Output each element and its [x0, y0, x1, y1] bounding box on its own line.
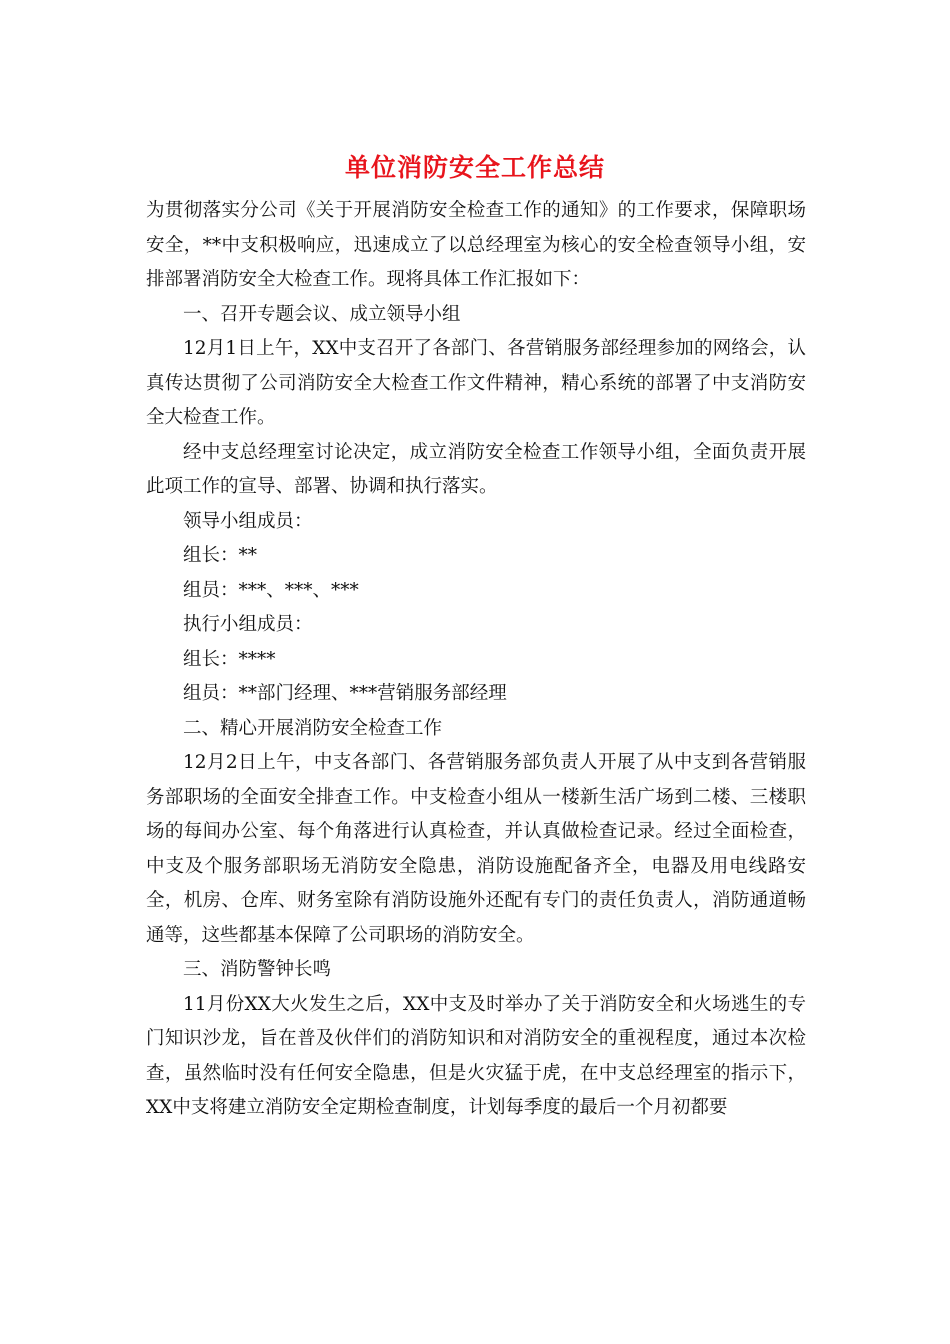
paragraph: 组员：**部门经理、***营销服务部经理 [183, 683, 507, 704]
document-title: 单位消防安全工作总结 [344, 153, 605, 182]
paragraph: 组长：**** [183, 648, 276, 670]
paragraph: 经中支总经理室讨论决定，成立消防安全检查工作领导小组，全面负责开展此项工作的宣导、部署、协调和执行落实。 [146, 441, 806, 497]
paragraph: 执行小组成员： [183, 614, 313, 635]
paragraph: 领导小组成员： [183, 510, 313, 532]
paragraph: 12月1日上午，XX中支召开了各部门、各营销服务部经理参加的网络会，认真传达贯彻了公司消防安全大检查工作文件精神，精心系统的部署了中支消防安全大检查工作。 [146, 338, 806, 428]
paragraph: 二、精心开展消防安全检查工作 [183, 717, 443, 739]
paragraph: 组长：** [183, 545, 258, 566]
paragraph: 三、消防警钟长鸣 [183, 959, 332, 980]
paragraph: 为贯彻落实分公司《关于开展消防安全检查工作的通知》的工作要求，保障职场安全，**中支积极响应，迅速成立了以总经理室为核心的安全检查领导小组，安排部署消防安全大检查工作。现将具体工作汇报如下： [146, 200, 806, 290]
paragraph: 一、召开专题会议、成立领导小组 [183, 303, 461, 325]
paragraph: 组员：***、***、*** [183, 579, 359, 601]
document-body [146, 194, 806, 1126]
paragraph: 11月份XX大火发生之后，XX中支及时举办了关于消防安全和火场逃生的专门知识沙龙，旨在普及伙伴们的消防知识和对消防安全的重视程度，通过本次检查，虽然临时没有任何安全隐患，但是火灾猛于虎，在中支总经理室的指示下，XX中支将建立消防安全定期检查制度，计划每季度的最后一个月初都要 [146, 993, 806, 1118]
paragraph: 12月2日上午，中支各部门、各营销服务部负责人开展了从中支到各营销服务部职场的全面安全排查工作。中支检查小组从一楼新生活广场到二楼、三楼职场的每间办公室、每个角落进行认真检查，并认真做检查记录。经过全面检查，中支及个服务部职场无消防安全隐患，消防设施配备齐全，电器及用电线路安全，机房、仓库、财务室除有消防设施外还配有专门的责任负责人，消防通道畅通等，这些都基本保障了公司职场的消防安全。 [146, 752, 806, 946]
